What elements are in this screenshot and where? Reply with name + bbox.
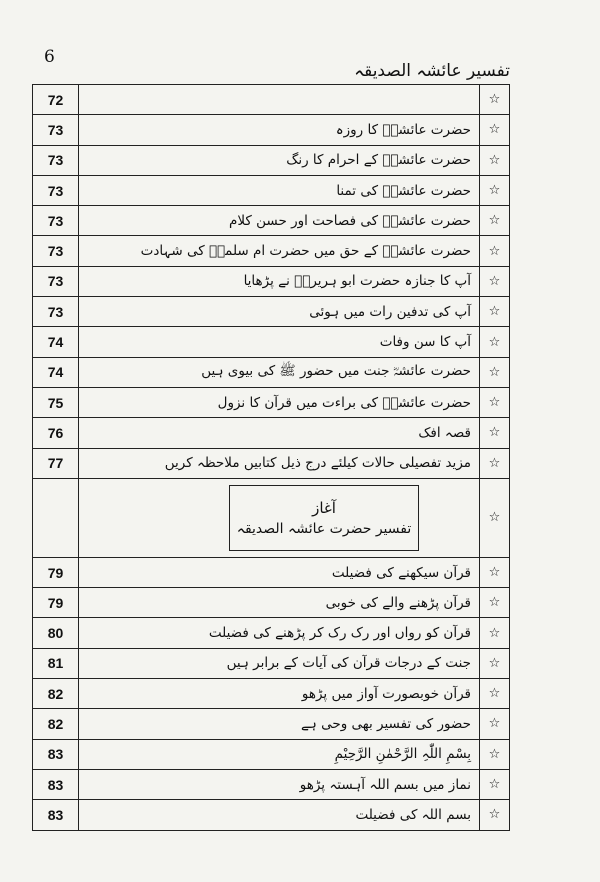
table-row [33,769,510,799]
star-icon: ☆ [480,175,510,205]
page-ref: 73 [33,266,79,296]
page-ref: 82 [33,709,79,739]
entry-title: حضرت عائشہؓ جنت میں حضور ﷺ کی بیوی ہیں [79,357,480,387]
page-ref: 81 [33,648,79,678]
star-icon: ☆ [480,145,510,175]
star-icon: ☆ [480,357,510,387]
table-row [33,739,510,769]
page-ref: 73 [33,175,79,205]
star-icon: ☆ [480,448,510,478]
star-icon: ☆ [480,266,510,296]
page-ref: 74 [33,357,79,387]
page-ref: 80 [33,618,79,648]
star-icon: ☆ [480,709,510,739]
page-ref: 79 [33,588,79,618]
entry-title: آپ کی تدفین رات میں ہوئی [79,297,480,327]
page-ref: 73 [33,236,79,266]
entry-title: حضور کی تفسیر بھی وحی ہے [79,709,480,739]
entry-title: حضرت عائشہؓ کے احرام کا رنگ [79,145,480,175]
entry-title [79,85,480,115]
star-icon: ☆ [480,327,510,357]
table-row [33,266,510,296]
table-row [33,387,510,417]
entry-title: مزید تفصیلی حالات کیلئے درج ذیل کتابیں ملاحظہ کریں [79,448,480,478]
book-title: تفسیر عائشہ الصدیقہ [354,61,510,81]
star-icon: ☆ [480,618,510,648]
star-icon: ☆ [480,418,510,448]
table-row [33,145,510,175]
page-ref: 72 [33,85,79,115]
page-ref: 73 [33,206,79,236]
section-heading-box [229,485,419,551]
section-heading-row [33,478,510,557]
table-row [33,85,510,115]
entry-title: جنت کے درجات قرآن کی آیات کے برابر ہیں [79,648,480,678]
page-number: 6 [44,47,55,67]
star-icon: ☆ [480,739,510,769]
star-icon: ☆ [480,236,510,266]
toc-table [32,84,510,831]
star-icon: ☆ [480,387,510,417]
table-row [33,327,510,357]
section-heading-cell [79,478,480,557]
entry-title: حضرت عائشہؓ کی تمنا [79,175,480,205]
table-row [33,418,510,448]
entry-title: حضرت عائشہؓ کی براءت میں قرآن کا نزول [79,387,480,417]
table-row [33,618,510,648]
entry-title: حضرت عائشہؓ کا روزہ [79,115,480,145]
star-icon: ☆ [480,115,510,145]
entry-title: قرآن پڑھنے والے کی خوبی [79,588,480,618]
table-row [33,175,510,205]
table-row [33,206,510,236]
page-ref: 76 [33,418,79,448]
entry-title: قصہ افک [79,418,480,448]
page-ref: 77 [33,448,79,478]
table-row [33,679,510,709]
table-row [33,115,510,145]
entry-title: قرآن کو رواں اور رک رک کر پڑھنے کی فضیلت [79,618,480,648]
page-ref: 73 [33,145,79,175]
table-row [33,297,510,327]
table-row [33,557,510,587]
star-icon: ☆ [480,478,510,557]
entry-title: نماز میں بسم اللہ آہستہ پڑھو [79,769,480,799]
entry-title: آپ کا سن وفات [79,327,480,357]
entry-title: آپ کا جنازہ حضرت ابو ہریرہؓ نے پڑھایا [79,266,480,296]
section-heading-title: آغاز [312,498,336,517]
star-icon: ☆ [480,297,510,327]
table-row [33,648,510,678]
table-row [33,448,510,478]
page-ref: 83 [33,739,79,769]
star-icon: ☆ [480,800,510,830]
table-row [33,588,510,618]
entry-title: حضرت عائشہؓ کی فصاحت اور حسن کلام [79,206,480,236]
star-icon: ☆ [480,648,510,678]
entry-title: قرآن سیکھنے کی فضیلت [79,557,480,587]
page-ref: 73 [33,297,79,327]
star-icon: ☆ [480,206,510,236]
entry-title: بسم اللہ کی فضیلت [79,800,480,830]
entry-title: بِسْمِ اللّٰہِ الرَّحْمٰنِ الرَّحِیْمِ [79,739,480,769]
page-ref: 83 [33,800,79,830]
star-icon: ☆ [480,557,510,587]
table-row [33,709,510,739]
entry-title: حضرت عائشہؓ کے حق میں حضرت ام سلمہؓ کی شہادت [79,236,480,266]
page-ref: 73 [33,115,79,145]
star-icon: ☆ [480,85,510,115]
section-heading-subtitle: تفسیر حضرت عائشہ الصدیقہ [236,520,412,537]
star-icon: ☆ [480,588,510,618]
page-ref: 79 [33,557,79,587]
page-ref-empty [33,478,79,557]
table-row [33,236,510,266]
entry-title: قرآن خوبصورت آواز میں پڑھو [79,679,480,709]
page-ref: 75 [33,387,79,417]
page-ref: 83 [33,769,79,799]
table-row [33,800,510,830]
star-icon: ☆ [480,769,510,799]
page-ref: 82 [33,679,79,709]
star-icon: ☆ [480,679,510,709]
table-row [33,357,510,387]
page-ref: 74 [33,327,79,357]
